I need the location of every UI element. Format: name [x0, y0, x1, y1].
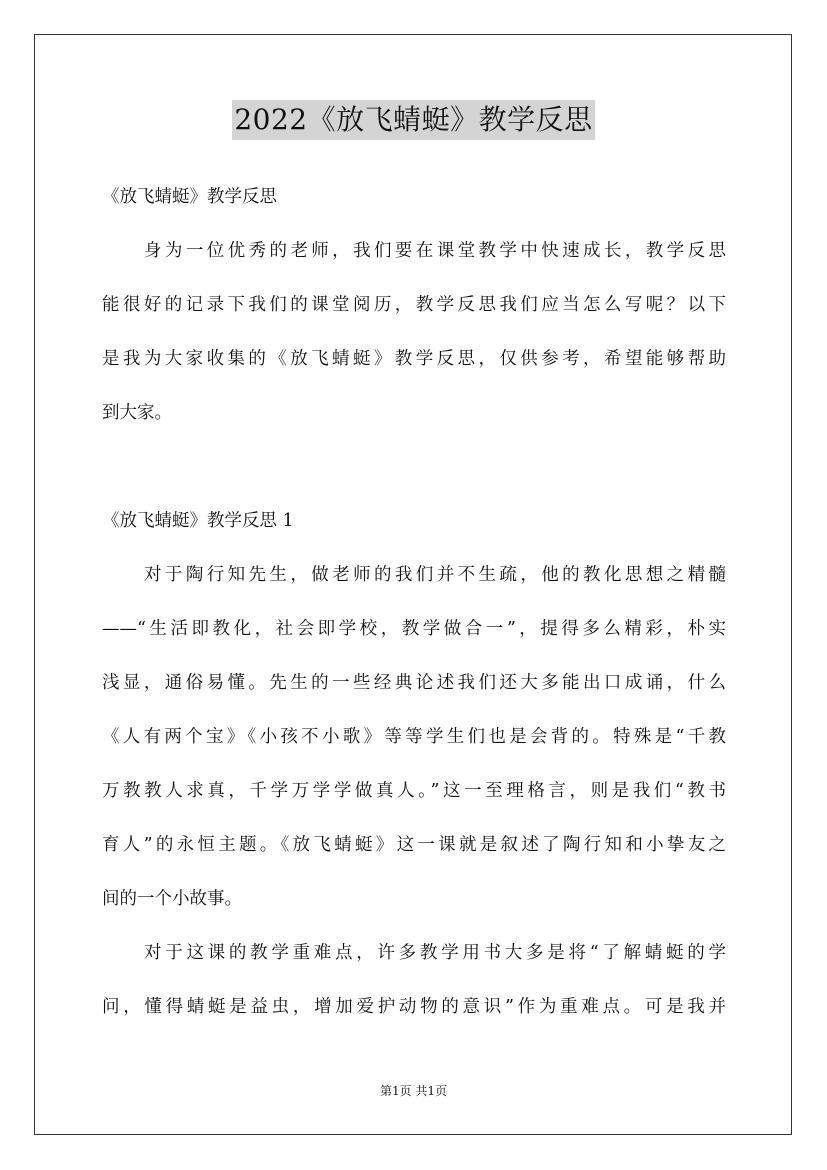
document-title: 2022《放飞蜻蜓》教学反思 [232, 100, 594, 140]
section-heading: 《放飞蜻蜓》教学反思 1 [102, 511, 294, 531]
intro-line: 身为一位优秀的老师，我们要在课堂教学中快速成长，教学反思 [144, 241, 726, 261]
spacer [102, 440, 726, 494]
paragraph-line: 育人”的永恒主题。《放飞蜻蜓》这一课就是叙述了陶行知和小挚友之 [102, 835, 726, 855]
paragraph-line: 《人有两个宝》《小孩不小歌》等等学生们也是会背的。特殊是“千教 [102, 727, 726, 747]
subtitle: 《放飞蜻蜓》教学反思 [102, 187, 277, 207]
intro-line: 是我为大家收集的《放飞蜻蜓》教学反思，仅供参考，希望能够帮助 [102, 349, 726, 369]
intro-line: 能很好的记录下我们的课堂阅历，教学反思我们应当怎么写呢？以下 [102, 295, 726, 315]
paragraph-line: 对于这课的教学重难点，许多教学用书大多是将“了解蜻蜓的学 [144, 943, 726, 963]
paragraph-line: 对于陶行知先生，做老师的我们并不生疏，他的教化思想之精髓 [144, 565, 726, 585]
paragraph-line: 万教教人求真，千学万学学做真人。”这一至理格言，则是我们“教书 [102, 781, 726, 801]
intro-line: 到大家。 [102, 403, 172, 423]
paragraph-line: 间的一个小故事。 [102, 889, 242, 909]
paragraph-line: ——“生活即教化，社会即学校，教学做合一”，提得多么精彩，朴实 [102, 619, 726, 639]
title-wrap [0, 100, 827, 140]
document-body [102, 170, 726, 1034]
paragraph-line: 问，懂得蜻蜓是益虫，增加爱护动物的意识”作为重难点。可是我并 [102, 997, 726, 1017]
page-footer: 第1页 共1页 [379, 1084, 448, 1098]
paragraph-line: 浅显，通俗易懂。先生的一些经典论述我们还大多能出口成诵，什么 [102, 673, 726, 693]
